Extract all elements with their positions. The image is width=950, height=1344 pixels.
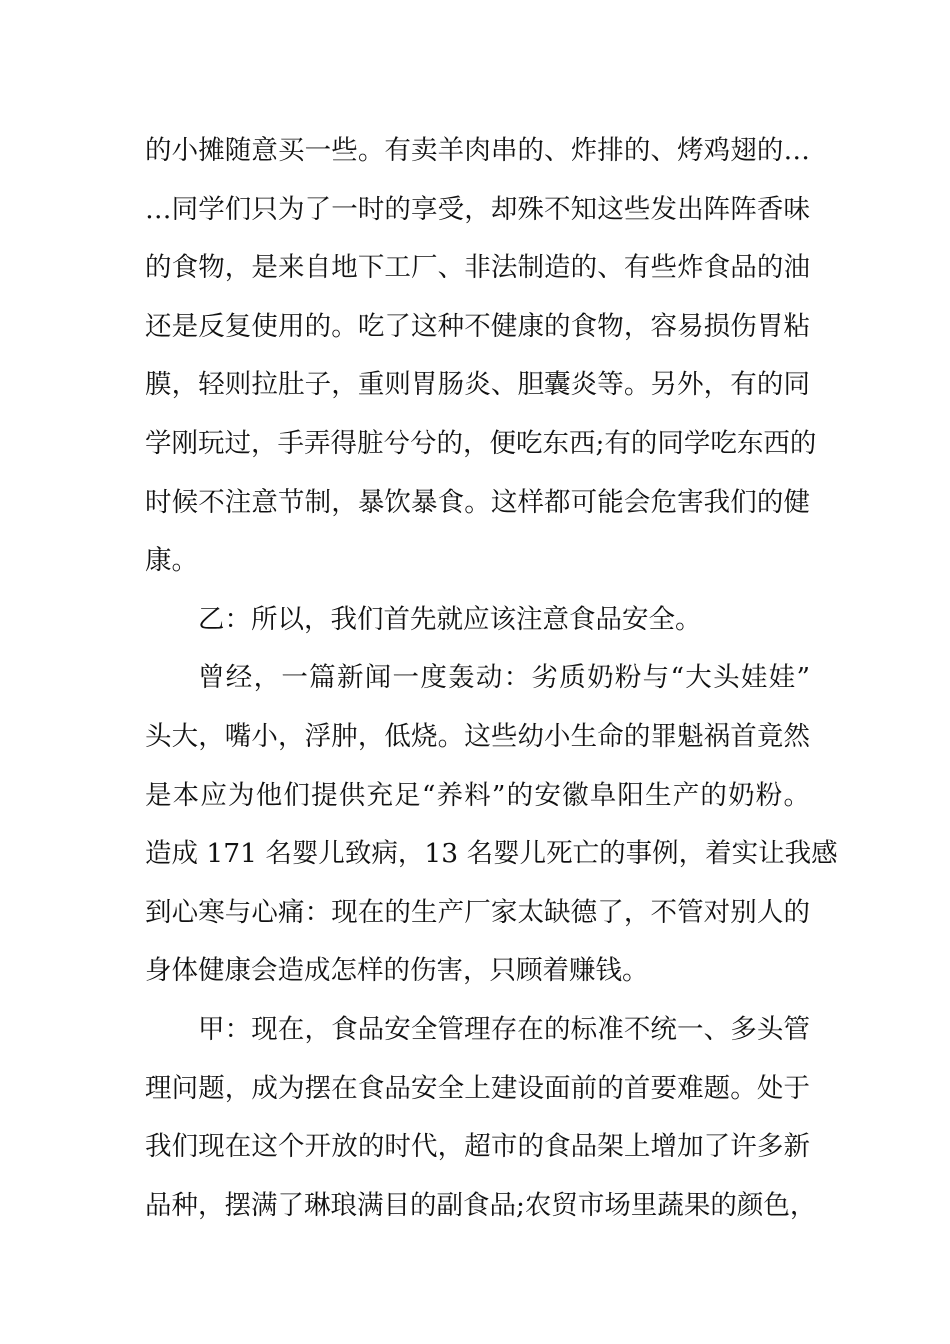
text-line: 理问题，成为摆在食品安全上建设面前的首要难题。处于 — [145, 1072, 810, 1104]
text-line: 是本应为他们提供充足“养料”的安徽阜阳生产的奶粉。 — [145, 779, 810, 811]
text-line: 学刚玩过，手弄得脏兮兮的，便吃东西;有的同学吃东西的 — [145, 427, 817, 459]
text-line: 到心寒与心痛：现在的生产厂家太缺德了，不管对别人的 — [145, 896, 810, 928]
text-line: 身体健康会造成怎样的伤害，只顾着赚钱。 — [145, 955, 649, 987]
text-line: 时候不注意节制，暴饮暴食。这样都可能会危害我们的健 — [145, 486, 810, 518]
text-line: 品种，摆满了琳琅满目的副食品;农贸市场里蔬果的颜色， — [145, 1189, 817, 1221]
text-line: 还是反复使用的。吃了这种不健康的食物，容易损伤胃粘 — [145, 310, 810, 342]
text-line: 我们现在这个开放的时代，超市的食品架上增加了许多新 — [145, 1131, 810, 1163]
text-line: 头大，嘴小，浮肿，低烧。这些幼小生命的罪魁祸首竟然 — [145, 720, 810, 752]
paragraph-first-line: 乙：所以，我们首先就应该注意食品安全。 — [198, 603, 702, 635]
paragraph-first-line: 甲：现在，食品安全管理存在的标准不统一、多头管 — [198, 1013, 810, 1045]
text-line: …同学们只为了一时的享受，却殊不知这些发出阵阵香味 — [145, 193, 810, 225]
text-line: 的食物，是来自地下工厂、非法制造的、有些炸食品的油 — [145, 252, 810, 284]
text-line: 的小摊随意买一些。有卖羊肉串的、炸排的、烤鸡翅的… — [145, 135, 810, 166]
text-line: 康。 — [145, 545, 198, 577]
text-line: 造成 171 名婴儿致病，13 名婴儿死亡的事例，着实让我感 — [145, 838, 838, 870]
body-text — [145, 128, 838, 1241]
paragraph-first-line: 曾经，一篇新闻一度轰动：劣质奶粉与“大头娃娃” — [198, 662, 810, 694]
text-line: 膜，轻则拉肚子，重则胃肠炎、胆囊炎等。另外，有的同 — [145, 369, 810, 401]
